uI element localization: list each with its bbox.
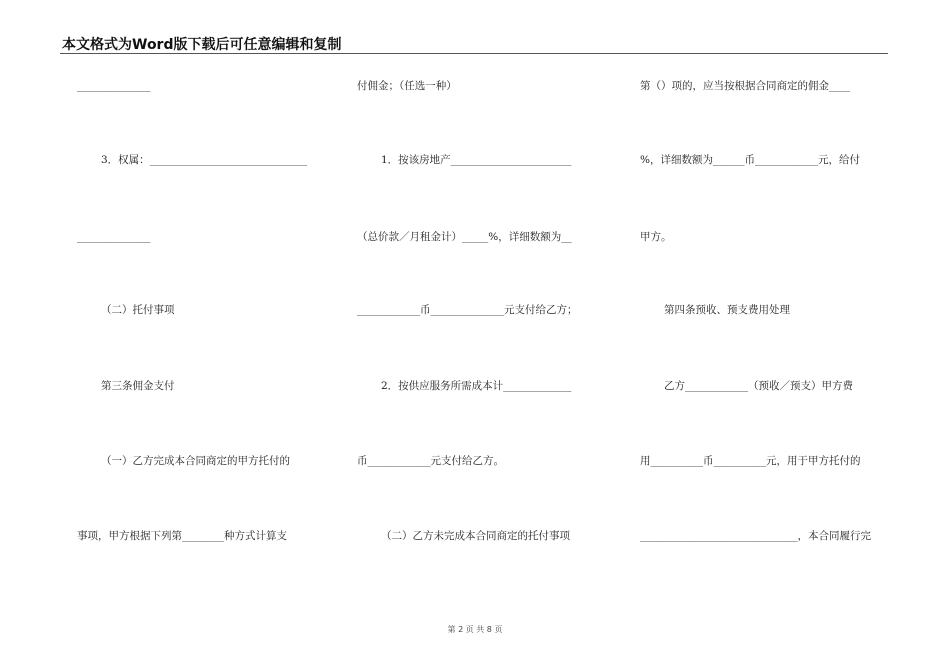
text-line: 第四条预收、预支费用处理 — [664, 304, 790, 316]
text-line: 币____________元支付给乙方。 — [357, 455, 504, 467]
text-line: ______________________________，本合同履行完 — [640, 530, 871, 542]
header-rule — [60, 53, 888, 54]
text-line: 1．按该房地产_______________________ — [381, 154, 572, 166]
text-line: 第（）项的，应当按根据合同商定的佣金____ — [640, 80, 850, 92]
text-line: 第三条佣金支付 — [101, 380, 175, 392]
page-footer: 第 2 页 共 8 页 — [447, 625, 503, 634]
text-line: 3．权属：______________________________ — [101, 154, 308, 166]
text-line: （二）托付事项 — [101, 304, 175, 316]
text-line: （总价款／月租金计）_____%，详细数额为__ — [357, 231, 572, 243]
text-line: ______________ — [77, 80, 151, 92]
text-line: 甲方。 — [640, 231, 672, 243]
text-line: %，详细数额为______币____________元，给付 — [640, 154, 860, 166]
text-line: ______________ — [77, 231, 151, 243]
text-line: 2．按供应服务所需成本计_____________ — [381, 380, 572, 392]
text-line: ____________币______________元支付给乙方； — [357, 304, 578, 316]
text-line: 用__________币__________元，用于甲方托付的 — [640, 455, 861, 467]
text-line: 事项，甲方根据下列第________种方式计算支 — [77, 530, 287, 542]
header-title: 本文格式为Word版下载后可任意编辑和复制 — [62, 37, 342, 53]
text-line: 付佣金；（任选一种） — [357, 80, 457, 92]
text-line: （一）乙方完成本合同商定的甲方托付的 — [101, 455, 290, 467]
text-line: （二）乙方未完成本合同商定的托付事项 — [381, 530, 570, 542]
text-line: 乙方____________（预收／预支）甲方费 — [664, 380, 853, 392]
